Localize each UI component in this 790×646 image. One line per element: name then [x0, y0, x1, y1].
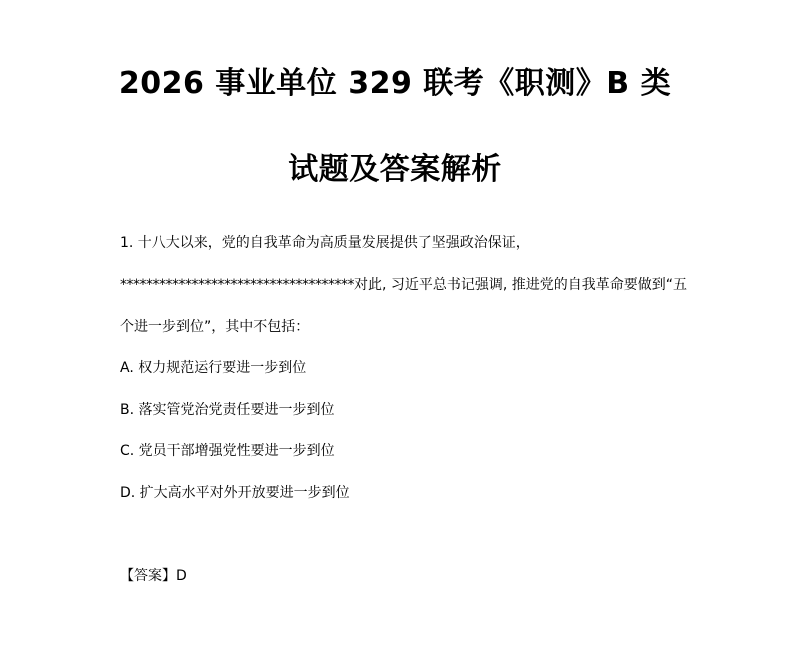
- option-c: C. 党员干部增强党性要进一步到位: [120, 443, 335, 459]
- answer-label: 【答案】D: [120, 568, 187, 584]
- option-b: B. 落实管党治党责任要进一步到位: [120, 402, 335, 418]
- question-text-line-2-content: 对此, 习近平总书记强调, 推进党的自我革命要做到“五: [354, 277, 688, 293]
- document-title-line-2: 试题及答案解析: [288, 152, 502, 187]
- question-text-line-2: [120, 276, 687, 294]
- option-a: A. 权力规范运行要进一步到位: [120, 360, 307, 376]
- document-title-line-1: 2026 事业单位 329 联考《职测》B 类: [118, 66, 672, 101]
- question-text-line-3: 个进一步到位”，其中不包括：: [120, 319, 310, 335]
- redacted-text: ************************************: [120, 277, 354, 293]
- option-d: D. 扩大高水平对外开放要进一步到位: [120, 485, 350, 501]
- question-text-line-1: 1. 十八大以来，党的自我革命为高质量发展提供了坚强政治保证，: [120, 235, 530, 251]
